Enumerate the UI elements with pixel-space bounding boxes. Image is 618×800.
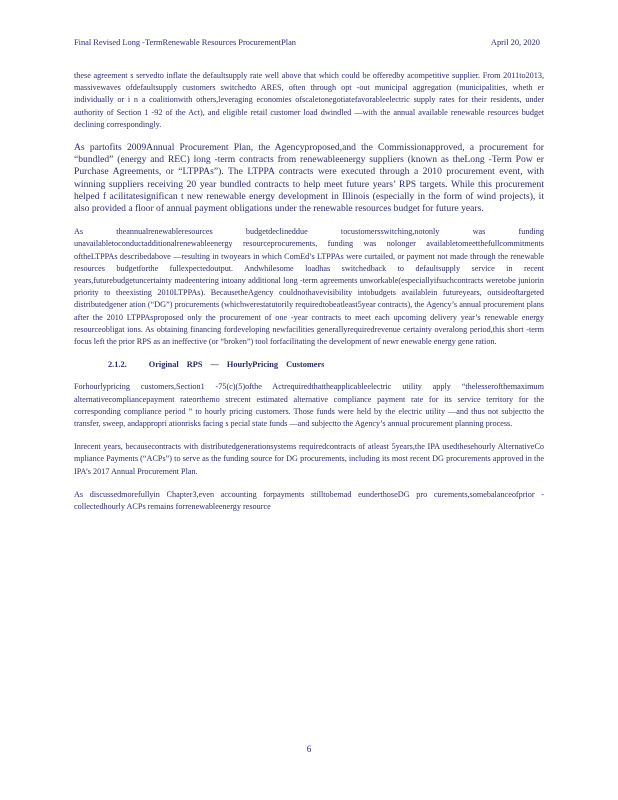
paragraph-chapter3-discussion: As discussedmorefullyin Chapter3,even accounting forpayments stilltobemad eunderthoseDG pro curements,somebalanceofprior -collectedhourly ACPs remains forrenewableenergy resource <box>74 489 544 512</box>
section-title: Original RPS — HourlyPricing Customers <box>148 360 325 370</box>
document-body <box>74 70 544 524</box>
paragraph-hourly-pricing: Forhourlypricing customers,Section1 -75(c)(5)ofthe Actrequiredthattheapplicableelectric utility apply “thelesserofthemaximum alternativecompliancepayment rateorthemo strecent estimated alternative compliance payment rate for its service territory for the corresponding compliance period ” to hourly pricing customers. Those funds were held by the electric utility —and thus not subjectto the transfer, sweep, andappropri ationrisks facing s pecial state funds —and subjectto the Agency’s annual procurement planning process. <box>74 382 544 429</box>
page-number: 6 <box>306 744 312 754</box>
section-number: 2.1.2. <box>108 360 127 370</box>
paragraph-agreements-inflate: these agreement s servedto inflate the defaultsupply rate well above that which could be offeredby acompetitive supplier. From 2011to2013, massivewaves ofdefaultsupply customers switchedto ARES, often through opt -out municipal aggregation (municipalities, wheth er individually or i n a coalitionwith others,leveraging economies ofscaletonegotiatefavorableelectric supply rates for their residents, under authority of Section 1 -92 of the Act), and eligible retail customer load dwindled —with the annual available renewable resources budget declining correspondingly. <box>74 71 544 129</box>
header-date: April 20, 2020 <box>490 38 540 47</box>
header-document-title: Final Revised Long -TermRenewable Resources ProcurementPlan <box>74 38 296 47</box>
section-heading <box>74 359 544 371</box>
paragraph-budget-decline: As theannualrenewableresources budgetdeclineddue tocustomersswitching,notonly was funding unavailabletoconductadditionalrenewableenergy resourceprocurements, funding was nolonger availabletomeetthefullcommitments oftheLTPPAs describedabove —resulting in twoyears in which ComEd’s LTPPAs were curtailed, or payment not made through the renewable resources budgetforthe fullexpectedoutput. Andwhilesome loadhas switchedback to defaultsupply service in recent years,futurebudgetuncertainty madeentering intoany additional long -term agreements unworkable(especiallyifsuchcontracts weretobe juniorin priority to theexisting 2010LTPPAs). BecausetheAgency couldnothavevisibility intobudgets availablein futureyears, outsideoftargeted distributedgener ation (“DG”) procurements (whichwerestatutorily requiredtobeatleast5year contracts), the Agency’s annual procurement plans after the 2010 LTPPAsproposed only the procurement of one -year contracts to meet each upcoming delivery year’s renewable energy resourceobligat ions. As obtaining financing fordeveloping newfacilities generallyrequiredrevenue certainty overalong period,this short -term focus left the prior RPS as an ineffective (or “broken”) tool forfacilitating the development of newr enewable energy gene ration. <box>74 227 544 347</box>
paragraph-2009-procurement-plan: As partofits 2009Annual Procurement Plan, the Agencyproposed,and the Commissionapproved, a procurement for “bundled” (energy and REC) long -term contracts from renewableenergy suppliers (known as theLong -Term Pow er Purchase Agreements, or “LTPPAs”). The LTPPA contracts were executed through a 2010 procurement event, with winning suppliers receiving 20 year bundled contracts to help meet future years’ RPS targets. While this procurement helped f acilitatesignifican t new renewable energy development in Illinois (especially in the form of wind projects), it also provided a floor of annual payment obligations under the renewable resources budget for future years. <box>74 142 544 215</box>
paragraph-dg-funding: Inrecent years, becausecontracts with distributedgenerationsystems requiredcontracts of atleast 5years,the IPA usedthesehourly AlternativeCo mpliance Payments (“ACPs”) to serve as the funding source for DG procurements, including its most recent DG procurements approved in the IPA’s 2017 Annual Procurement Plan. <box>74 442 544 476</box>
